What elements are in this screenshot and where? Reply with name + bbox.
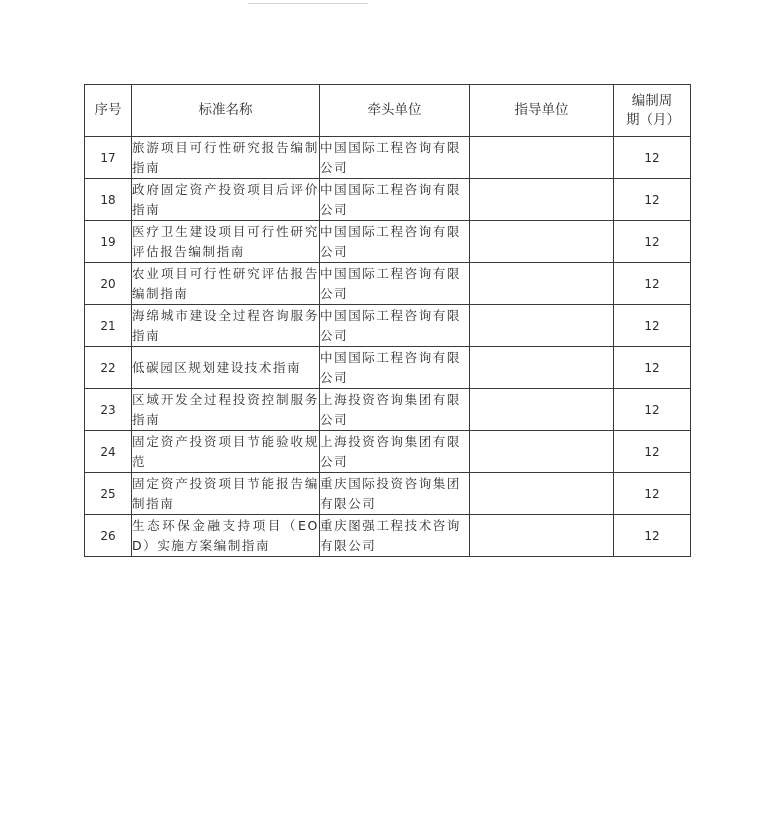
cell-name: 政府固定资产投资项目后评价指南: [132, 179, 320, 221]
table-body: [85, 137, 691, 557]
cell-lead-unit: 上海投资咨询集团有限公司: [320, 389, 470, 431]
table-row: [85, 347, 691, 389]
cell-guide-unit: [470, 389, 614, 431]
cell-cycle: 12: [614, 473, 691, 515]
cell-seq: 21: [85, 305, 132, 347]
cell-name: 低碳园区规划建设技术指南: [132, 347, 320, 389]
table-row: [85, 263, 691, 305]
cell-lead-unit: 中国国际工程咨询有限公司: [320, 263, 470, 305]
cell-guide-unit: [470, 305, 614, 347]
cell-name: 海绵城市建设全过程咨询服务指南: [132, 305, 320, 347]
cell-seq: 22: [85, 347, 132, 389]
standards-table: [84, 84, 691, 557]
table-row: [85, 515, 691, 557]
table-row: [85, 179, 691, 221]
cell-lead-unit: 中国国际工程咨询有限公司: [320, 179, 470, 221]
cell-seq: 19: [85, 221, 132, 263]
cell-lead-unit: 重庆图强工程技术咨询有限公司: [320, 515, 470, 557]
cell-seq: 24: [85, 431, 132, 473]
cell-lead-unit: 中国国际工程咨询有限公司: [320, 347, 470, 389]
cell-cycle: 12: [614, 137, 691, 179]
cell-guide-unit: [470, 473, 614, 515]
cell-guide-unit: [470, 515, 614, 557]
header-guide-unit: 指导单位: [470, 85, 614, 137]
cell-cycle: 12: [614, 389, 691, 431]
cell-cycle: 12: [614, 263, 691, 305]
cell-seq: 23: [85, 389, 132, 431]
header-cycle: [614, 85, 691, 137]
cell-guide-unit: [470, 431, 614, 473]
cell-name: 旅游项目可行性研究报告编制指南: [132, 137, 320, 179]
scan-artifact-line: [248, 3, 368, 4]
table-row: [85, 137, 691, 179]
cell-cycle: 12: [614, 431, 691, 473]
cell-name: 固定资产投资项目节能报告编制指南: [132, 473, 320, 515]
table-row: [85, 221, 691, 263]
table-row: [85, 473, 691, 515]
cell-name: 医疗卫生建设项目可行性研究评估报告编制指南: [132, 221, 320, 263]
cell-guide-unit: [470, 221, 614, 263]
cell-guide-unit: [470, 263, 614, 305]
header-name: 标准名称: [132, 85, 320, 137]
table-row: [85, 305, 691, 347]
header-seq: 序号: [85, 85, 132, 137]
cell-seq: 25: [85, 473, 132, 515]
cell-name: 农业项目可行性研究评估报告编制指南: [132, 263, 320, 305]
table-row: [85, 389, 691, 431]
cell-name: 固定资产投资项目节能验收规范: [132, 431, 320, 473]
cell-lead-unit: 上海投资咨询集团有限公司: [320, 431, 470, 473]
cell-cycle: 12: [614, 305, 691, 347]
cell-seq: 20: [85, 263, 132, 305]
cell-name: 生态环保金融支持项目（EOD）实施方案编制指南: [132, 515, 320, 557]
cell-lead-unit: 重庆国际投资咨询集团有限公司: [320, 473, 470, 515]
cell-seq: 17: [85, 137, 132, 179]
cell-guide-unit: [470, 347, 614, 389]
cell-cycle: 12: [614, 179, 691, 221]
cell-seq: 26: [85, 515, 132, 557]
cell-guide-unit: [470, 179, 614, 221]
cell-cycle: 12: [614, 347, 691, 389]
cell-lead-unit: 中国国际工程咨询有限公司: [320, 221, 470, 263]
cell-lead-unit: 中国国际工程咨询有限公司: [320, 137, 470, 179]
cell-guide-unit: [470, 137, 614, 179]
header-lead-unit: 牵头单位: [320, 85, 470, 137]
cell-seq: 18: [85, 179, 132, 221]
cell-cycle: 12: [614, 221, 691, 263]
cell-cycle: 12: [614, 515, 691, 557]
cell-name: 区域开发全过程投资控制服务指南: [132, 389, 320, 431]
cell-lead-unit: 中国国际工程咨询有限公司: [320, 305, 470, 347]
table-header-row: [85, 85, 691, 137]
header-cycle-label: 编制周期（月）: [626, 92, 680, 128]
table-row: [85, 431, 691, 473]
